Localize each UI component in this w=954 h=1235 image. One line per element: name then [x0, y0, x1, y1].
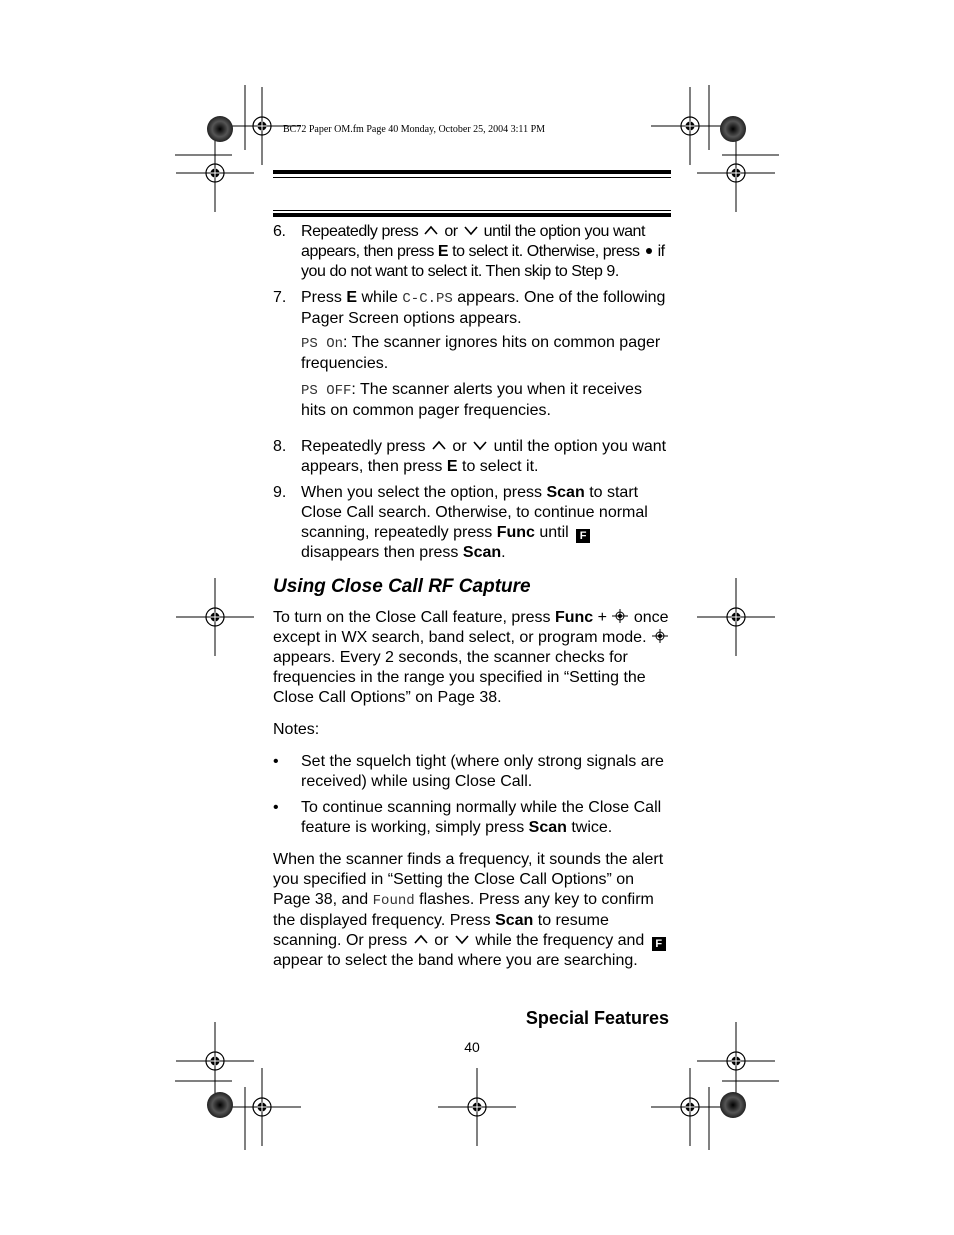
registration-mark — [438, 1068, 516, 1146]
step-number: 9. — [273, 484, 287, 501]
step-9: 9. When you select the option, press Scan to start Close Call search. Otherwise, to continue normal scanning, repeatedly press Func until F disappears then press Scan. — [273, 484, 648, 561]
close-call-icon — [651, 629, 669, 643]
display-code: C-C.PS — [402, 291, 453, 307]
close-call-icon — [611, 609, 629, 623]
option-ps-on: PS On: The scanner ignores hits on common pager frequencies. — [301, 334, 661, 372]
dot-key-icon — [644, 243, 654, 257]
f-indicator-icon: F — [576, 529, 590, 543]
star-target — [207, 1092, 233, 1118]
step-8: 8. Repeatedly press or until the option you want appears, then press E to select it. — [273, 438, 667, 475]
f-indicator-icon: F — [652, 937, 666, 951]
display-code: Found — [372, 893, 415, 909]
note-item: • To continue scanning normally while the Close Call feature is working, simply press Scan twice. — [273, 799, 662, 836]
found-frequency-paragraph: When the scanner finds a frequency, it sounds the alert you specified in “Setting the Close Call Options” on Page 38, and Found flashes. Press any key to confirm the displayed frequency. Press Scan to resume scanning. Or press or while the frequency and F appear to select the band where you are searching. — [273, 850, 671, 971]
step-7: 7. Press E while C-C.PS appears. One of the following Pager Screen options appears. PS On: The scanner ignores hits on common pager frequencies. PS OFF: The scanner alerts you when it receives hits on common pager frequencies. — [273, 288, 671, 421]
top-rule-thick — [273, 170, 671, 174]
key-func: Func — [496, 524, 535, 541]
registration-mark — [176, 1022, 254, 1100]
section-rule-thin — [273, 210, 671, 211]
key-func: Func — [554, 609, 594, 626]
star-target — [720, 116, 746, 142]
registration-mark — [651, 87, 729, 165]
notes-label: Notes: — [273, 721, 320, 738]
key-scan: Scan — [495, 912, 534, 929]
star-target — [720, 1092, 746, 1118]
close-call-intro: To turn on the Close Call feature, press Func + once except in WX search, band select, or program mode. appears. Every 2 seconds, the scanner checks for frequencies in the range you specified in “Setting the Close Call Options” on Page 38. — [273, 609, 669, 706]
registration-mark — [651, 1068, 729, 1146]
section-rule-thick — [273, 213, 671, 217]
registration-mark — [176, 578, 254, 656]
star-target — [207, 116, 233, 142]
file-info-header: BC72 Paper OM.fm Page 40 Monday, October 25, 2004 3:11 PM — [283, 124, 546, 135]
key-e: E — [437, 243, 449, 260]
section-heading: Using Close Call RF Capture — [273, 576, 531, 597]
step-6: 6. Repeatedly press or until the option you want appears, then press E to select it. Otherwise, press if you do not want to select it. Then skip to Step 9. — [273, 223, 665, 280]
registration-mark — [223, 1068, 301, 1146]
key-scan: Scan — [528, 819, 567, 836]
registration-mark — [697, 578, 775, 656]
key-scan: Scan — [462, 544, 502, 561]
top-rule-thin — [273, 177, 671, 178]
chapter-title: Special Features — [525, 1008, 669, 1028]
down-arrow-icon — [453, 932, 471, 946]
page-body — [273, 222, 671, 983]
up-arrow-icon — [412, 932, 430, 946]
option-ps-off: PS OFF: The scanner alerts you when it receives hits on common pager frequencies. — [301, 381, 642, 419]
key-e: E — [446, 458, 458, 475]
up-arrow-icon — [430, 438, 448, 452]
down-arrow-icon — [471, 438, 489, 452]
key-scan: Scan — [546, 484, 585, 501]
key-e: E — [346, 289, 358, 306]
step-number: 8. — [273, 438, 287, 455]
step-number: 7. — [273, 289, 287, 306]
down-arrow-icon — [462, 223, 480, 237]
page-number: 40 — [464, 1039, 480, 1055]
up-arrow-icon — [422, 223, 440, 237]
step-number: 6. — [273, 223, 286, 240]
note-item: • Set the squelch tight (where only strong signals are received) while using Close Call. — [273, 753, 664, 790]
registration-mark — [176, 134, 254, 212]
